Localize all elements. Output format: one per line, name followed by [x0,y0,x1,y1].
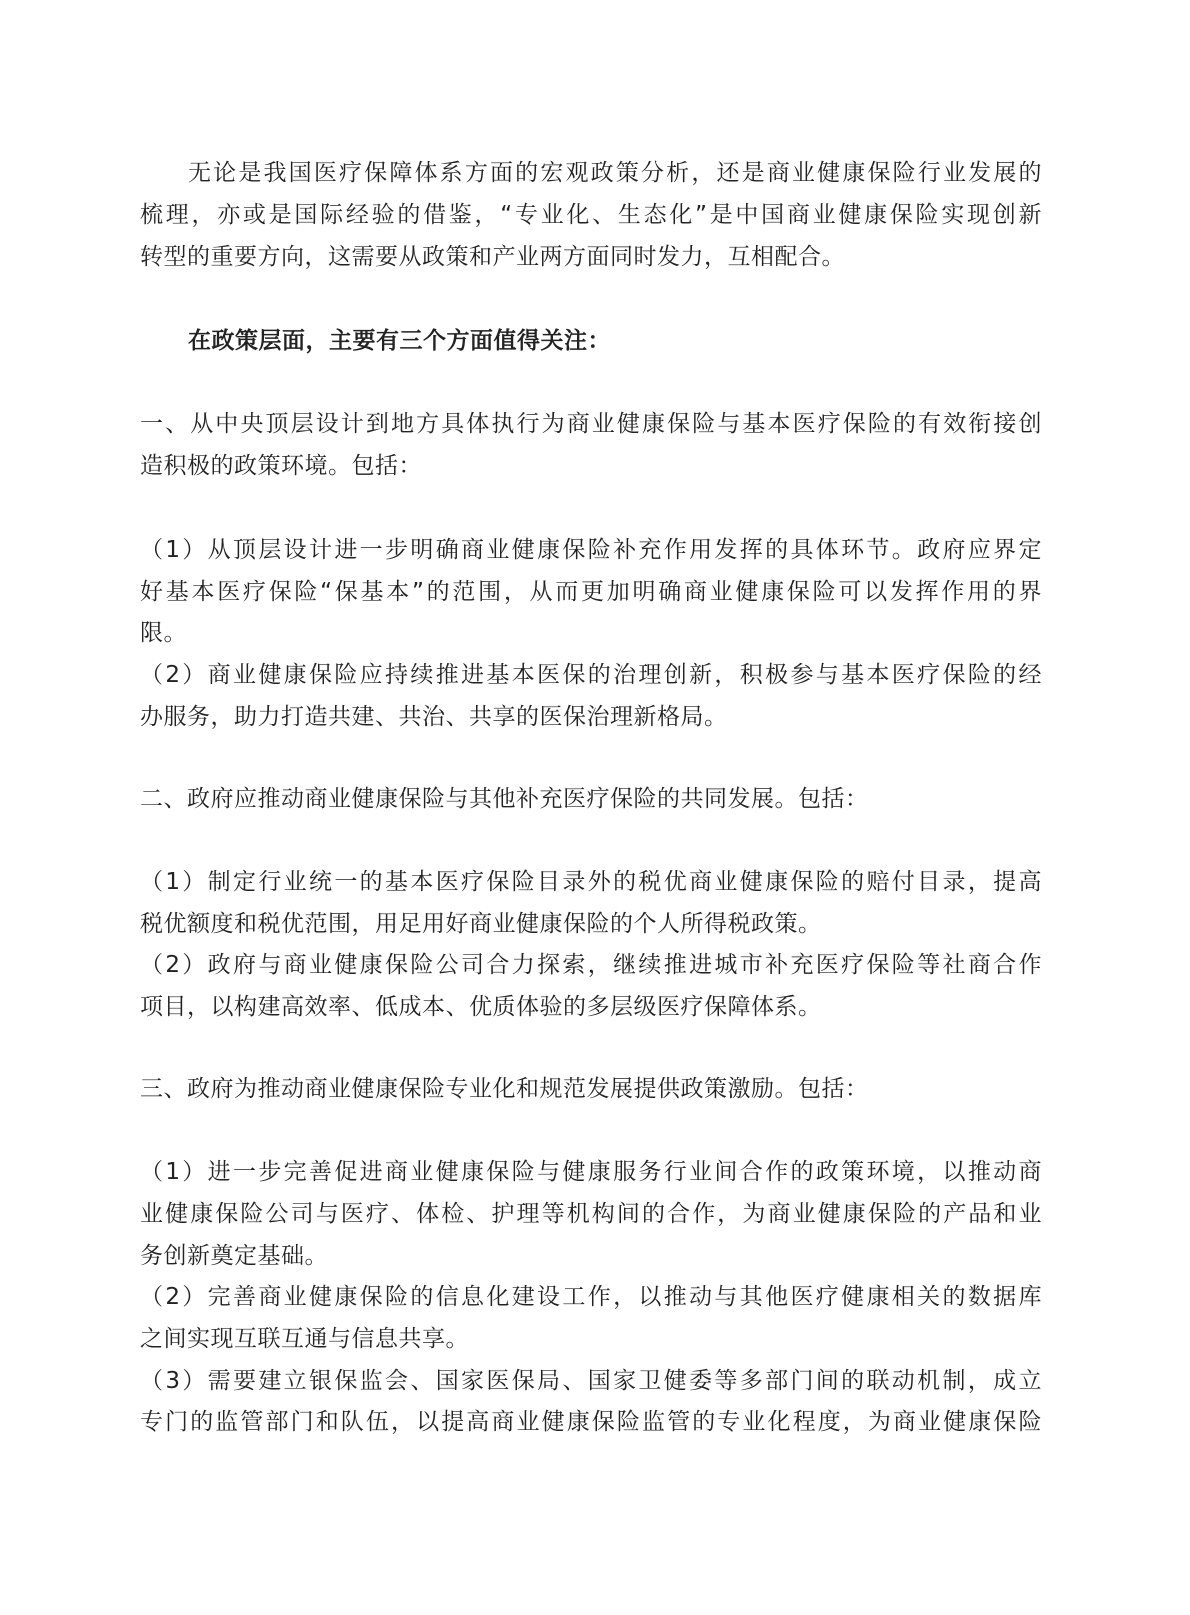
intro-line-1: 无论是我国医疗保障体系方面的宏观政策分析，还是商业健康保险行业发展的 [188,160,1042,186]
section2-item1-line-2: 税优额度和税优范围，用足用好商业健康保险的个人所得税政策。 [140,911,822,937]
intro-line-3: 转型的重要方向，这需要从政策和产业两方面同时发力，互相配合。 [140,244,845,270]
section2-item2-line-2: 项目，以构建高效率、低成本、优质体验的多层级医疗保障体系。 [140,994,822,1020]
section2-item2-line-1: （2）政府与商业健康保险公司合力探索，继续推进城市补充医疗保险等社商合作 [140,952,1042,978]
section1-item1-line-1: （1）从顶层设计进一步明确商业健康保险补充作用发挥的具体环节。政府应界定 [140,537,1042,563]
section1-heading-line-1: 一、从中央顶层设计到地方具体执行为商业健康保险与基本医疗保险的有效衔接创 [140,411,1042,437]
section3-item1-line-1: （1）进一步完善促进商业健康保险与健康服务行业间合作的政策环境，以推动商 [140,1159,1042,1185]
section1-item2-line-2: 办服务，助力打造共建、共治、共享的医保治理新格局。 [140,704,728,730]
section3-item2-line-1: （2）完善商业健康保险的信息化建设工作，以推动与其他医疗健康相关的数据库 [140,1284,1042,1310]
section1-item1-line-3: 限。 [140,620,187,646]
section3-item2-line-2: 之间实现互联互通与信息共享。 [140,1326,469,1352]
section2-heading: 二、政府应推动商业健康保险与其他补充医疗保险的共同发展。包括： [140,786,869,812]
policy-heading: 在政策层面，主要有三个方面值得关注： [188,328,611,354]
section3-heading: 三、政府为推动商业健康保险专业化和规范发展提供政策激励。包括： [140,1076,869,1102]
section1-item1-line-2: 好基本医疗保险“保基本”的范围，从而更加明确商业健康保险可以发挥作用的界 [140,579,1042,605]
section3-item1-line-3: 务创新奠定基础。 [140,1243,328,1269]
section1-heading-line-2: 造积极的政策环境。包括： [140,453,422,479]
intro-line-2: 梳理，亦或是国际经验的借鉴，“专业化、生态化”是中国商业健康保险实现创新 [140,202,1042,228]
section1-item2-line-1: （2）商业健康保险应持续推进基本医保的治理创新，积极参与基本医疗保险的经 [140,662,1042,688]
section3-item3-line-1: （3）需要建立银保监会、国家医保局、国家卫健委等多部门间的联动机制，成立 [140,1368,1042,1394]
section3-item3-line-2: 专门的监管部门和队伍，以提高商业健康保险监管的专业化程度，为商业健康保险 [140,1409,1042,1435]
section3-item1-line-2: 业健康保险公司与医疗、体检、护理等机构间的合作，为商业健康保险的产品和业 [140,1201,1042,1227]
section2-item1-line-1: （1）制定行业统一的基本医疗保险目录外的税优商业健康保险的赔付目录，提高 [140,869,1042,895]
